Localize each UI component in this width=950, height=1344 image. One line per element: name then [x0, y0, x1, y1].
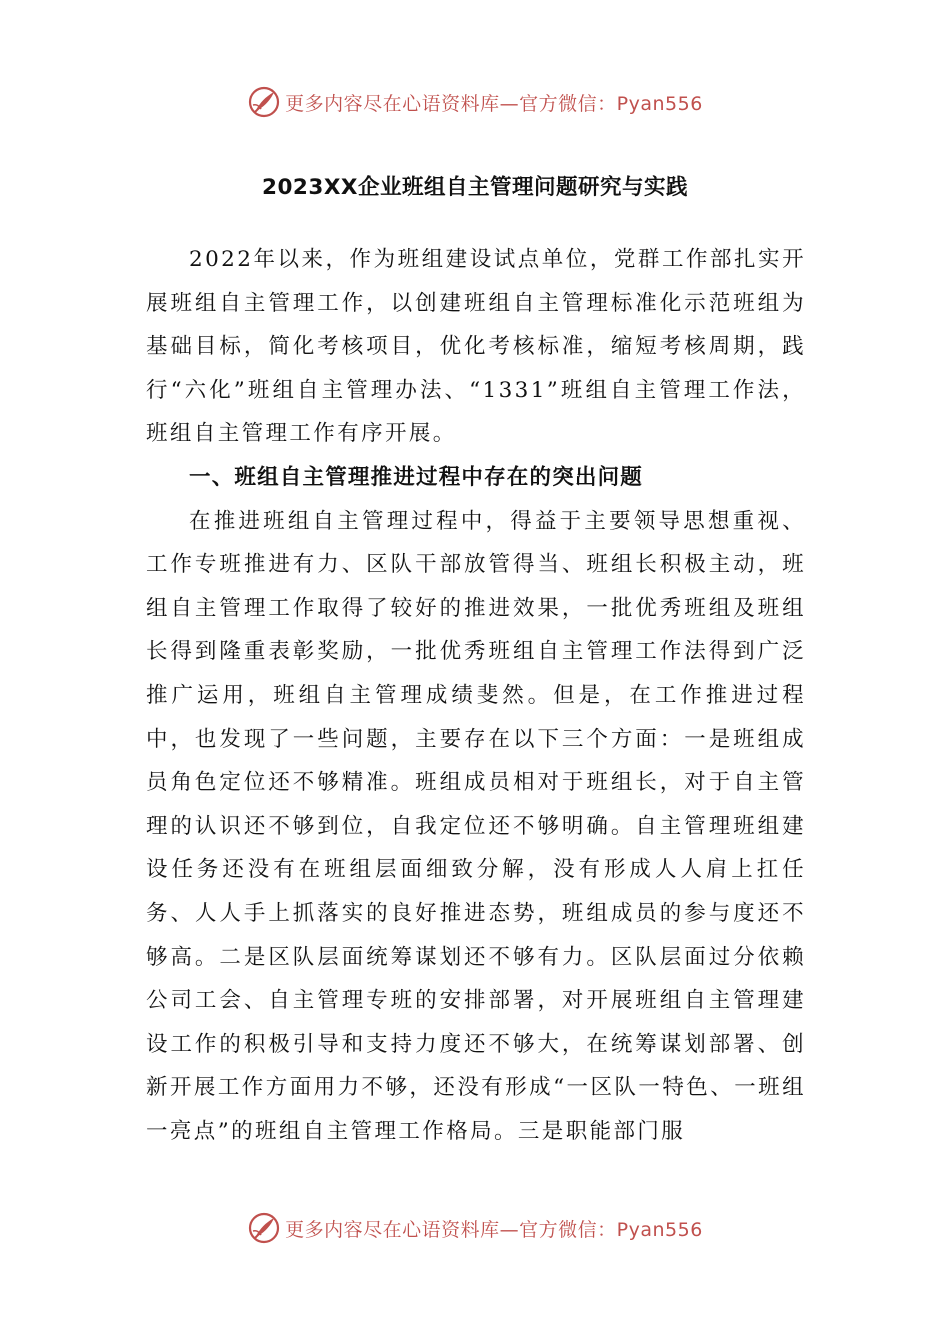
document-title: 2023XX企业班组自主管理问题研究与实践 — [262, 175, 688, 200]
document-body — [146, 238, 806, 1153]
header-banner — [0, 82, 950, 122]
banner-main-text: 更多内容尽在心语资料库— — [285, 1218, 520, 1241]
banner-wechat-text: 官方微信：Pyan556 — [519, 1218, 703, 1241]
intro-paragraph: 2022年以来，作为班组建设试点单位，党群工作部扎实开展班组自主管理工作，以创建班组自主管理标准化示范班组为基础目标，简化考核项目，优化考核标准，缩短考核周期，践行“六化”班组自主管理办法、“1331”班组自主管理工作法，班组自主管理工作有序开展。 — [146, 247, 806, 447]
quill-pen-logo-icon — [247, 1211, 281, 1245]
section-heading-1: 一、班组自主管理推进过程中存在的突出问题 — [189, 464, 644, 490]
body-paragraph-1: 在推进班组自主管理过程中，得益于主要领导思想重视、工作专班推进有力、区队干部放管得当、班组长积极主动，班组自主管理工作取得了较好的推进效果，一批优秀班组及班组长得到隆重表彰奖励，一批优秀班组自主管理工作法得到广泛推广运用，班组自主管理成绩斐然。但是，在工作推进过程中，也发现了一些问题，主要存在以下三个方面：一是班组成员角色定位还不够精准。班组成员相对于班组长，对于自主管理的认识还不够到位，自我定位还不够明确。自主管理班组建设任务还没有在班组层面细致分解，没有形成人人肩上扛任务、人人手上抓落实的良好推进态势，班组成员的参与度还不够高。二是区队层面统筹谋划还不够有力。区队层面过分依赖公司工会、自主管理专班的安排部署，对开展班组自主管理建设工作的积极引导和支持力度还不够大，在统筹谋划部署、创新开展工作方面用力不够，还没有形成“一区队一特色、一班组一亮点”的班组自主管理工作格局。三是职能部门服 — [146, 508, 806, 1144]
banner-main-text: 更多内容尽在心语资料库— — [285, 92, 520, 115]
quill-pen-logo-icon — [247, 85, 281, 119]
banner-wechat-text: 官方微信：Pyan556 — [519, 92, 703, 115]
banner-text — [285, 1215, 703, 1242]
footer-banner — [0, 1208, 950, 1248]
banner-text — [285, 89, 703, 116]
